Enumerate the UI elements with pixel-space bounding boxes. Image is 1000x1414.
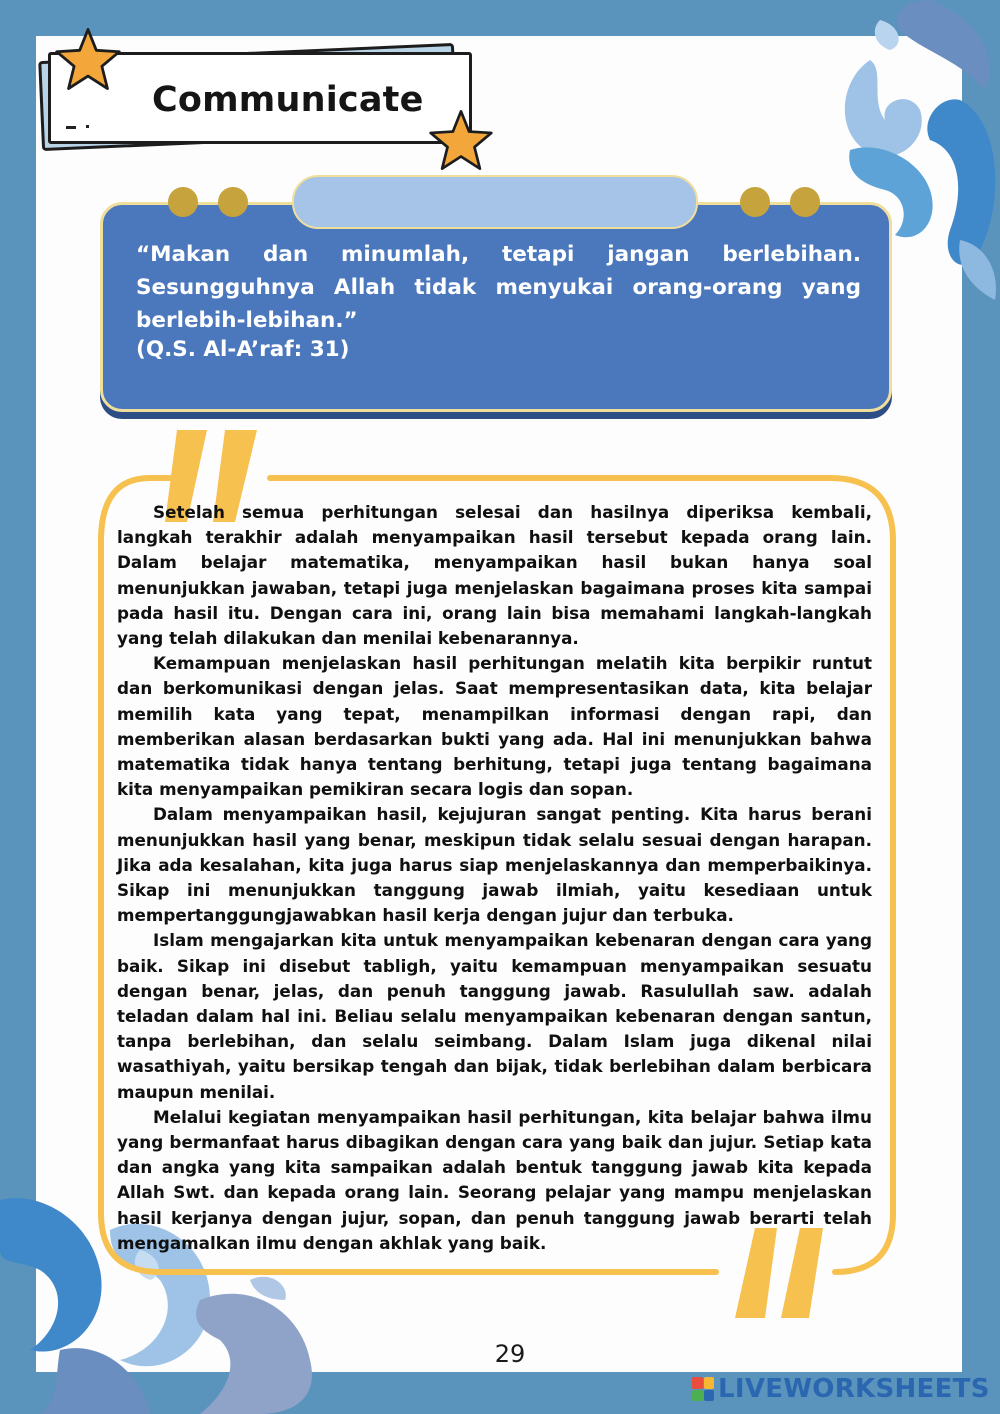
paragraph: Kemampuan menjelaskan hasil perhitungan melatih kita berpikir runtut dan berkomunikasi dengan jelas. Saat mempresentasikan data, kita belajar memilih kata yang tepat, menampilkan informasi dengan rapi, dan memberikan alasan berdasarkan bukti yang ada. Hal ini menunjukkan bahwa matematika tidak hanya tentang berhitung, tetapi juga tentang bagaimana kita menyampaikan pemikiran secara logis dan sopan. — [117, 653, 872, 800]
page-title: Communicate — [152, 80, 424, 120]
liveworksheets-logo-icon — [692, 1377, 714, 1401]
liveworksheets-watermark — [692, 1374, 990, 1404]
quote-reference: (Q.S. Al-A’raf: 31) — [136, 337, 350, 362]
paragraph: Melalui kegiatan menyampaikan hasil perhitungan, kita belajar bahwa ilmu yang bermanfaat harus dibagikan dengan cara yang baik dan jujur. Setiap kata dan angka yang kita sampaikan adalah bentuk tanggung jawab kita kepada Allah Swt. dan kepada orang lain. Seorang pelajar yang mampu menjelaskan hasil kerjanya dengan jujur, sopan, dan penuh tanggung jawab berarti telah mengamalkan ilmu dengan akhlak yang baik. — [117, 1106, 872, 1253]
paragraph: Islam mengajarkan kita untuk menyampaikan kebenaran dengan cara yang baik. Sikap ini disebut tabligh, yaitu kemampuan menyampaikan sesuatu dengan benar, jelas, dan penuh tanggung jawab. Rasulullah saw. adalah teladan dalam hal ini. Beliau selalu menyampaikan kebenaran dengan santun, tanpa berlebihan, dan selalu seimbang. Dalam Islam juga dikenal nilai wasathiyah, yaitu bersikap tengah dan bijak, tidak berlebihan dalam berbicara maupun menilai. — [117, 930, 872, 1102]
paragraph: Dalam menyampaikan hasil, kejujuran sangat penting. Kita harus berani menunjukkan hasil yang benar, meskipun tidak selalu sesuai dengan harapan. Jika ada kesalahan, kita juga harus siap menjelaskannya dan memperbaikinya. Sikap ini menunjukkan tanggung jawab ilmiah, yaitu kesediaan untuk mempertanggungjawabkan hasil kerja dengan jujur dan terbuka. — [117, 804, 872, 926]
watermark-text: LIVEWORKSHEETS — [718, 1374, 990, 1404]
paragraph: Setelah semua perhitungan selesai dan hasilnya diperiksa kembali, langkah terakhir adalah menyampaikan hasil tersebut kepada orang lain. Dalam belajar matematika, menyampaikan hasil bukan hanya soal menunjukkan jawaban, tetapi juga menjelaskan bagaimana proses kita sampai pada hasil itu. Dengan cara ini, orang lain bisa memahami langkah-langkah yang telah dilakukan dan menilai kebenarannya. — [117, 502, 872, 649]
page-number: 29 — [494, 1340, 526, 1368]
body-text — [117, 500, 872, 1256]
quote-text: “Makan dan minumlah, tetapi jangan berlebihan. Sesungguhnya Allah tidak menyukai orang-orang yang berlebih-lebihan.” — [136, 242, 861, 333]
